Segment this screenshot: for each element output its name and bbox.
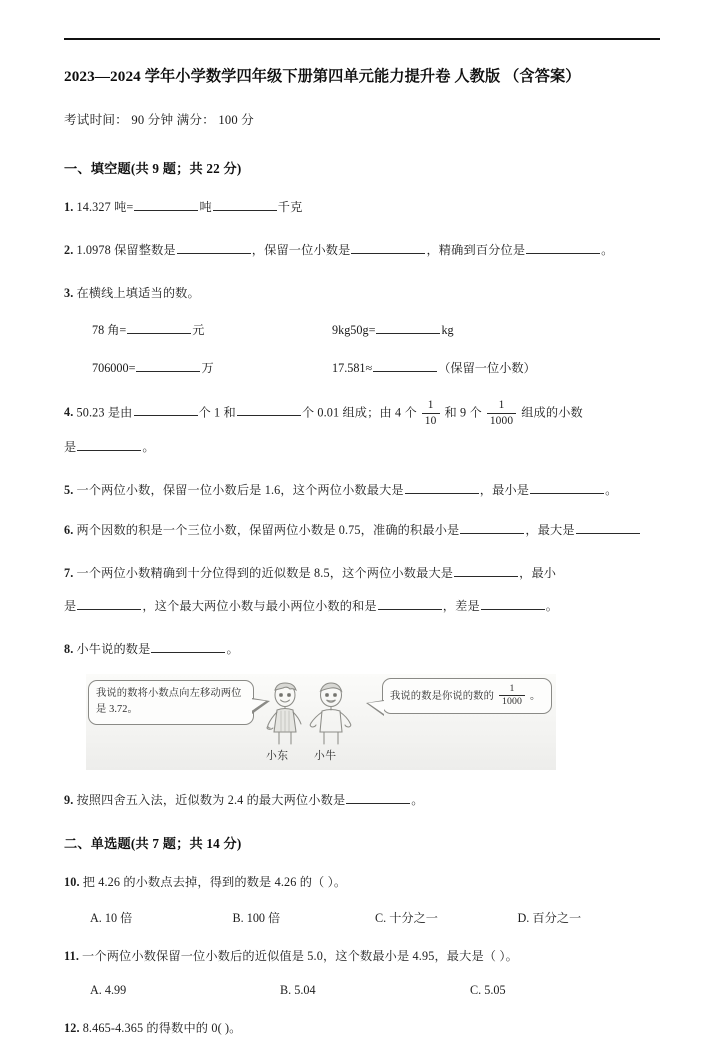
question-9-text-p1: 按照四舍五入法，近似数为 2.4 的最大两位小数是	[76, 792, 346, 807]
answer-blank[interactable]	[77, 598, 141, 610]
question-11	[64, 945, 660, 969]
answer-blank[interactable]	[134, 404, 198, 416]
answer-blank[interactable]	[77, 439, 141, 451]
question-10-options	[90, 909, 660, 926]
answer-blank[interactable]	[237, 404, 301, 416]
option-b[interactable]: B. 100 倍	[232, 911, 281, 926]
answer-blank[interactable]	[177, 242, 251, 254]
question-3-a1-unit: 元	[192, 323, 205, 338]
fraction-one-thousandth	[487, 399, 516, 427]
question-3-b1-label: 9kg50g=	[332, 323, 376, 338]
question-5-text-p1: 一个两位小数，保留一位小数后是 1.6，这个两位小数最大是	[76, 482, 404, 497]
answer-blank[interactable]	[378, 598, 442, 610]
question-7-line-2	[64, 595, 660, 619]
boy-xiaodong-icon	[264, 678, 306, 748]
answer-blank[interactable]	[530, 481, 604, 493]
question-4-text-p2: 个 1 和	[198, 405, 236, 420]
question-10	[64, 871, 660, 895]
answer-blank[interactable]	[127, 322, 191, 334]
question-2-text-s2: ，精确到百分位是	[426, 242, 526, 257]
option-c[interactable]: C. 十分之一	[375, 911, 438, 926]
speech-bubble-right	[382, 678, 552, 714]
fraction-one-tenth	[422, 399, 440, 427]
fraction-denominator: 1000	[489, 414, 514, 427]
question-3-b1-unit: kg	[441, 323, 454, 338]
question-7-text-p5: ，差是	[442, 598, 480, 613]
question-10-number: 10.	[64, 875, 80, 890]
question-6-number: 6.	[64, 523, 74, 538]
section-heading-fill-in-blank: 一、填空题(共 9 题；共 22 分)	[64, 161, 242, 177]
question-7-number: 7.	[64, 566, 74, 581]
answer-blank[interactable]	[136, 360, 200, 372]
question-6-text-p1: 两个因数的积是一个三位小数，保留两位小数是 0.75，准确的积最小是	[76, 523, 460, 538]
question-4-line-2	[64, 436, 660, 460]
question-5-number: 5.	[64, 482, 74, 497]
question-4-text-p5: 组成的小数	[521, 405, 583, 420]
question-12-number: 12.	[64, 1020, 80, 1035]
question-5-text-p2: ，最小是	[479, 482, 530, 497]
question-4	[64, 399, 660, 459]
question-8-number: 8.	[64, 641, 74, 656]
fraction-numerator: 1	[487, 399, 516, 413]
question-7-text-p4: ，这个最大两位小数与最小两位小数的和是	[142, 598, 377, 613]
question-2-text-s1: ，保留一位小数是	[251, 242, 351, 257]
fraction-numerator: 1	[499, 684, 525, 697]
option-a[interactable]: A. 10 倍	[90, 911, 133, 926]
answer-blank[interactable]	[454, 565, 518, 577]
question-3	[64, 282, 660, 306]
fraction-denominator: 1000	[501, 696, 522, 708]
question-3-b2-unit: （保留一位小数）	[438, 360, 536, 375]
question-8	[64, 638, 660, 662]
character-name-left: 小东	[266, 749, 289, 762]
question-3-a2-label: 706000=	[92, 360, 136, 375]
question-12-text: 8.465-4.365 的得数中的 0( )。	[82, 1020, 242, 1035]
fraction-denominator: 10	[424, 414, 437, 427]
page-title: 2023—2024 学年小学数学四年级下册第四单元能力提升卷 人教版 （含答案）	[64, 68, 581, 85]
question-12	[64, 1017, 660, 1041]
question-9	[64, 789, 660, 813]
question-3-item-b2	[332, 356, 660, 380]
question-7-text-p2: ，最小	[519, 566, 557, 581]
header-rule	[64, 38, 660, 40]
question-4-text-p3: 个 0.01 组成；由 4 个	[301, 405, 417, 420]
speech-bubble-left: 我说的数将小数点向左移动两位是 3.72。	[88, 680, 254, 725]
question-3-item-a2	[92, 356, 332, 380]
answer-blank[interactable]	[134, 199, 198, 211]
answer-blank[interactable]	[151, 641, 225, 653]
question-3-row-1	[92, 318, 660, 342]
question-4-text-p4: 和 9 个	[444, 405, 482, 420]
question-1-text-pre: 14.327 吨=	[76, 200, 134, 215]
option-c[interactable]: C. 5.05	[470, 982, 506, 997]
question-3-item-a1	[92, 318, 332, 342]
answer-blank[interactable]	[376, 322, 440, 334]
question-11-number: 11.	[64, 949, 80, 964]
question-7-text-p3: 是	[64, 598, 77, 613]
question-5-period: 。	[605, 482, 618, 497]
illustration-speech-scene	[86, 674, 556, 770]
answer-blank[interactable]	[213, 199, 277, 211]
question-1-unit-1: 吨	[199, 200, 212, 215]
question-9-number: 9.	[64, 792, 74, 807]
answer-blank[interactable]	[405, 481, 479, 493]
answer-blank[interactable]	[346, 791, 410, 803]
option-a[interactable]: A. 4.99	[90, 982, 127, 997]
answer-blank[interactable]	[526, 242, 600, 254]
question-7-period: 。	[545, 598, 559, 613]
question-2-number: 2.	[64, 242, 74, 257]
question-8-text-p1: 小牛说的数是	[76, 641, 151, 656]
question-4-text-p6: 是	[64, 439, 77, 454]
question-3-text: 在横线上填适当的数。	[76, 285, 200, 300]
answer-blank[interactable]	[373, 360, 437, 372]
question-1-number: 1.	[64, 200, 74, 215]
answer-blank[interactable]	[481, 598, 545, 610]
speech-tail-right-fill	[368, 701, 384, 714]
answer-blank[interactable]	[576, 522, 640, 534]
question-4-number: 4.	[64, 405, 74, 420]
question-3-item-b1	[332, 318, 660, 342]
question-6	[64, 519, 660, 543]
question-11-text: 一个两位小数保留一位小数后的近似值是 5.0，这个数最小是 4.95，最大是（ ）。	[82, 949, 518, 964]
question-6-text-p2: ，最大是	[525, 523, 575, 538]
character-name-right: 小牛	[314, 749, 337, 762]
exam-info: 考试时间： 90 分钟 满分： 100 分	[64, 113, 254, 128]
question-5	[64, 479, 660, 503]
option-b[interactable]: B. 5.04	[280, 982, 316, 997]
question-1-unit-2: 千克	[277, 200, 303, 215]
question-2-period: 。	[601, 242, 614, 257]
speech-bubble-right-period: 。	[529, 690, 541, 702]
option-d[interactable]: D. 百分之一	[517, 911, 582, 926]
question-7-text-p1: 一个两位小数精确到十分位得到的近似数是 8.5，这个两位小数最大是	[76, 566, 454, 581]
boy-xiaoniu-icon	[308, 678, 354, 748]
question-3-b2-label: 17.581≈	[332, 360, 373, 375]
question-4-text-p1: 50.23 是由	[76, 405, 133, 420]
section-heading-multiple-choice: 二、单选题(共 7 题；共 14 分)	[64, 836, 242, 852]
question-2-text-pre: 1.0978 保留整数是	[76, 242, 176, 257]
question-3-a2-unit: 万	[201, 360, 214, 375]
fraction-one-thousandth	[499, 684, 525, 708]
question-3-row-2	[92, 356, 660, 380]
question-11-options	[90, 983, 660, 998]
speech-bubble-right-text: 我说的数是你说的数的	[390, 690, 494, 702]
question-3-number: 3.	[64, 285, 74, 300]
answer-blank[interactable]	[351, 242, 425, 254]
question-4-period: 。	[142, 439, 155, 454]
fraction-numerator: 1	[422, 399, 440, 413]
question-2	[64, 239, 660, 263]
question-7	[64, 562, 660, 619]
question-9-period: 。	[411, 792, 424, 807]
question-8-period: 。	[226, 641, 239, 656]
question-1	[64, 196, 660, 220]
question-10-text: 把 4.26 的小数点去掉，得到的数是 4.26 的（ ）。	[82, 875, 347, 890]
question-3-a1-label: 78 角=	[92, 323, 127, 338]
answer-blank[interactable]	[460, 522, 524, 534]
